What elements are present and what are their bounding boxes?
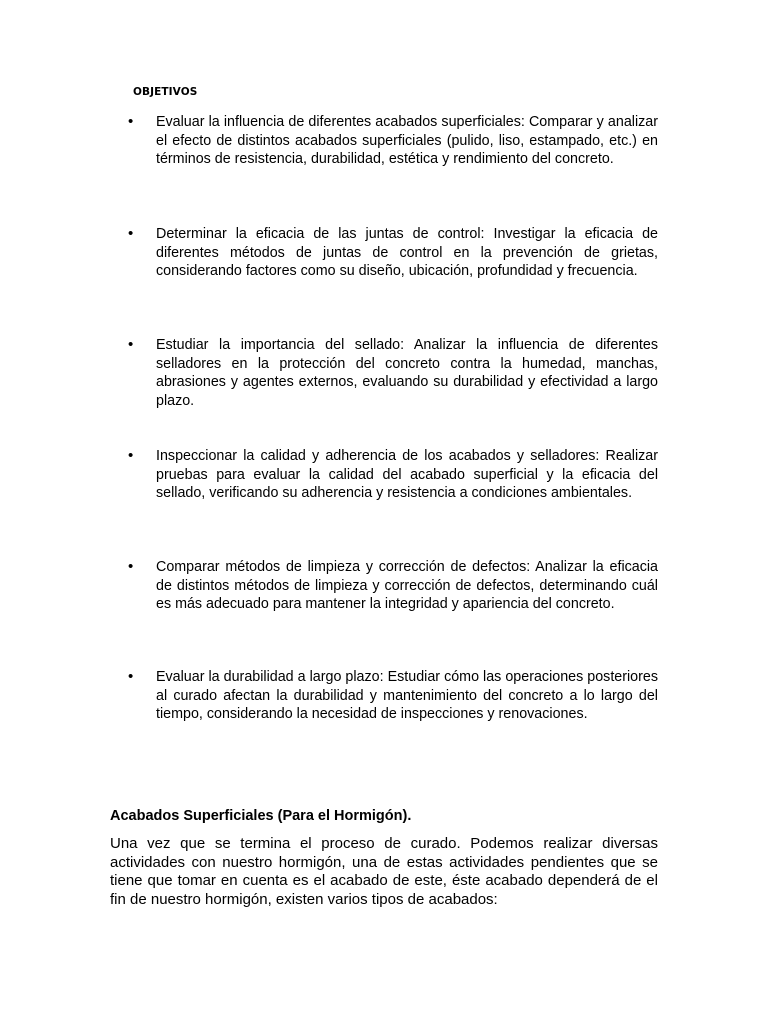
bullet-text: Inspeccionar la calidad y adherencia de los acabados y selladores: Realizar pruebas para evaluar la calidad del acabado superficial y la eficacia del sellado, verificando su adherencia y resistencia a condiciones ambientales. bbox=[156, 448, 658, 501]
bullet-icon: • bbox=[128, 558, 134, 575]
bullet-text: Determinar la eficacia de las juntas de control: Investigar la eficacia de diferentes métodos de juntas de control en la prevención de grietas, considerando factores como su diseño, ubicación, profundidad y frecuencia. bbox=[156, 226, 658, 279]
bullet-text: Evaluar la influencia de diferentes acabados superficiales: Comparar y analizar el efecto de distintos acabados superficiales (pulido, liso, estampado, etc.) en términos de resistencia, durabilidad, estética y rendimiento del concreto. bbox=[156, 114, 658, 167]
bullet-text: Estudiar la importancia del sellado: Analizar la influencia de diferentes selladores en la protección del concreto contra la humedad, manchas, abrasiones y agentes externos, evaluando su durabilidad y efectividad a largo plazo. bbox=[156, 337, 658, 409]
bullet-icon: • bbox=[128, 447, 134, 464]
bullet-icon: • bbox=[128, 113, 134, 130]
section-paragraph: Una vez que se termina el proceso de curado. Podemos realizar diversas actividades con nuestro hormigón, una de estas actividades pendientes que se tiene que tomar en cuenta es el acabado de este, éste acabado dependerá de el fin de nuestro hormigón, existen varios tipos de acabados: bbox=[110, 835, 658, 908]
bullet-text: Comparar métodos de limpieza y corrección de defectos: Analizar la eficacia de distintos métodos de limpieza y corrección de defectos, determinando cuál es más adecuado para mantener la integridad y apariencia del concreto. bbox=[156, 559, 658, 612]
objetivos-heading: OBJETIVOS bbox=[133, 86, 198, 98]
section-heading: Acabados Superficiales (Para el Hormigón). bbox=[110, 808, 412, 824]
bullet-icon: • bbox=[128, 225, 134, 242]
bullet-icon: • bbox=[128, 336, 134, 353]
bullet-icon: • bbox=[128, 668, 134, 685]
bullet-text: Evaluar la durabilidad a largo plazo: Estudiar cómo las operaciones posteriores al curado afectan la durabilidad y mantenimiento del concreto a lo largo del tiempo, considerando la necesidad de inspecciones y renovaciones. bbox=[156, 669, 658, 722]
